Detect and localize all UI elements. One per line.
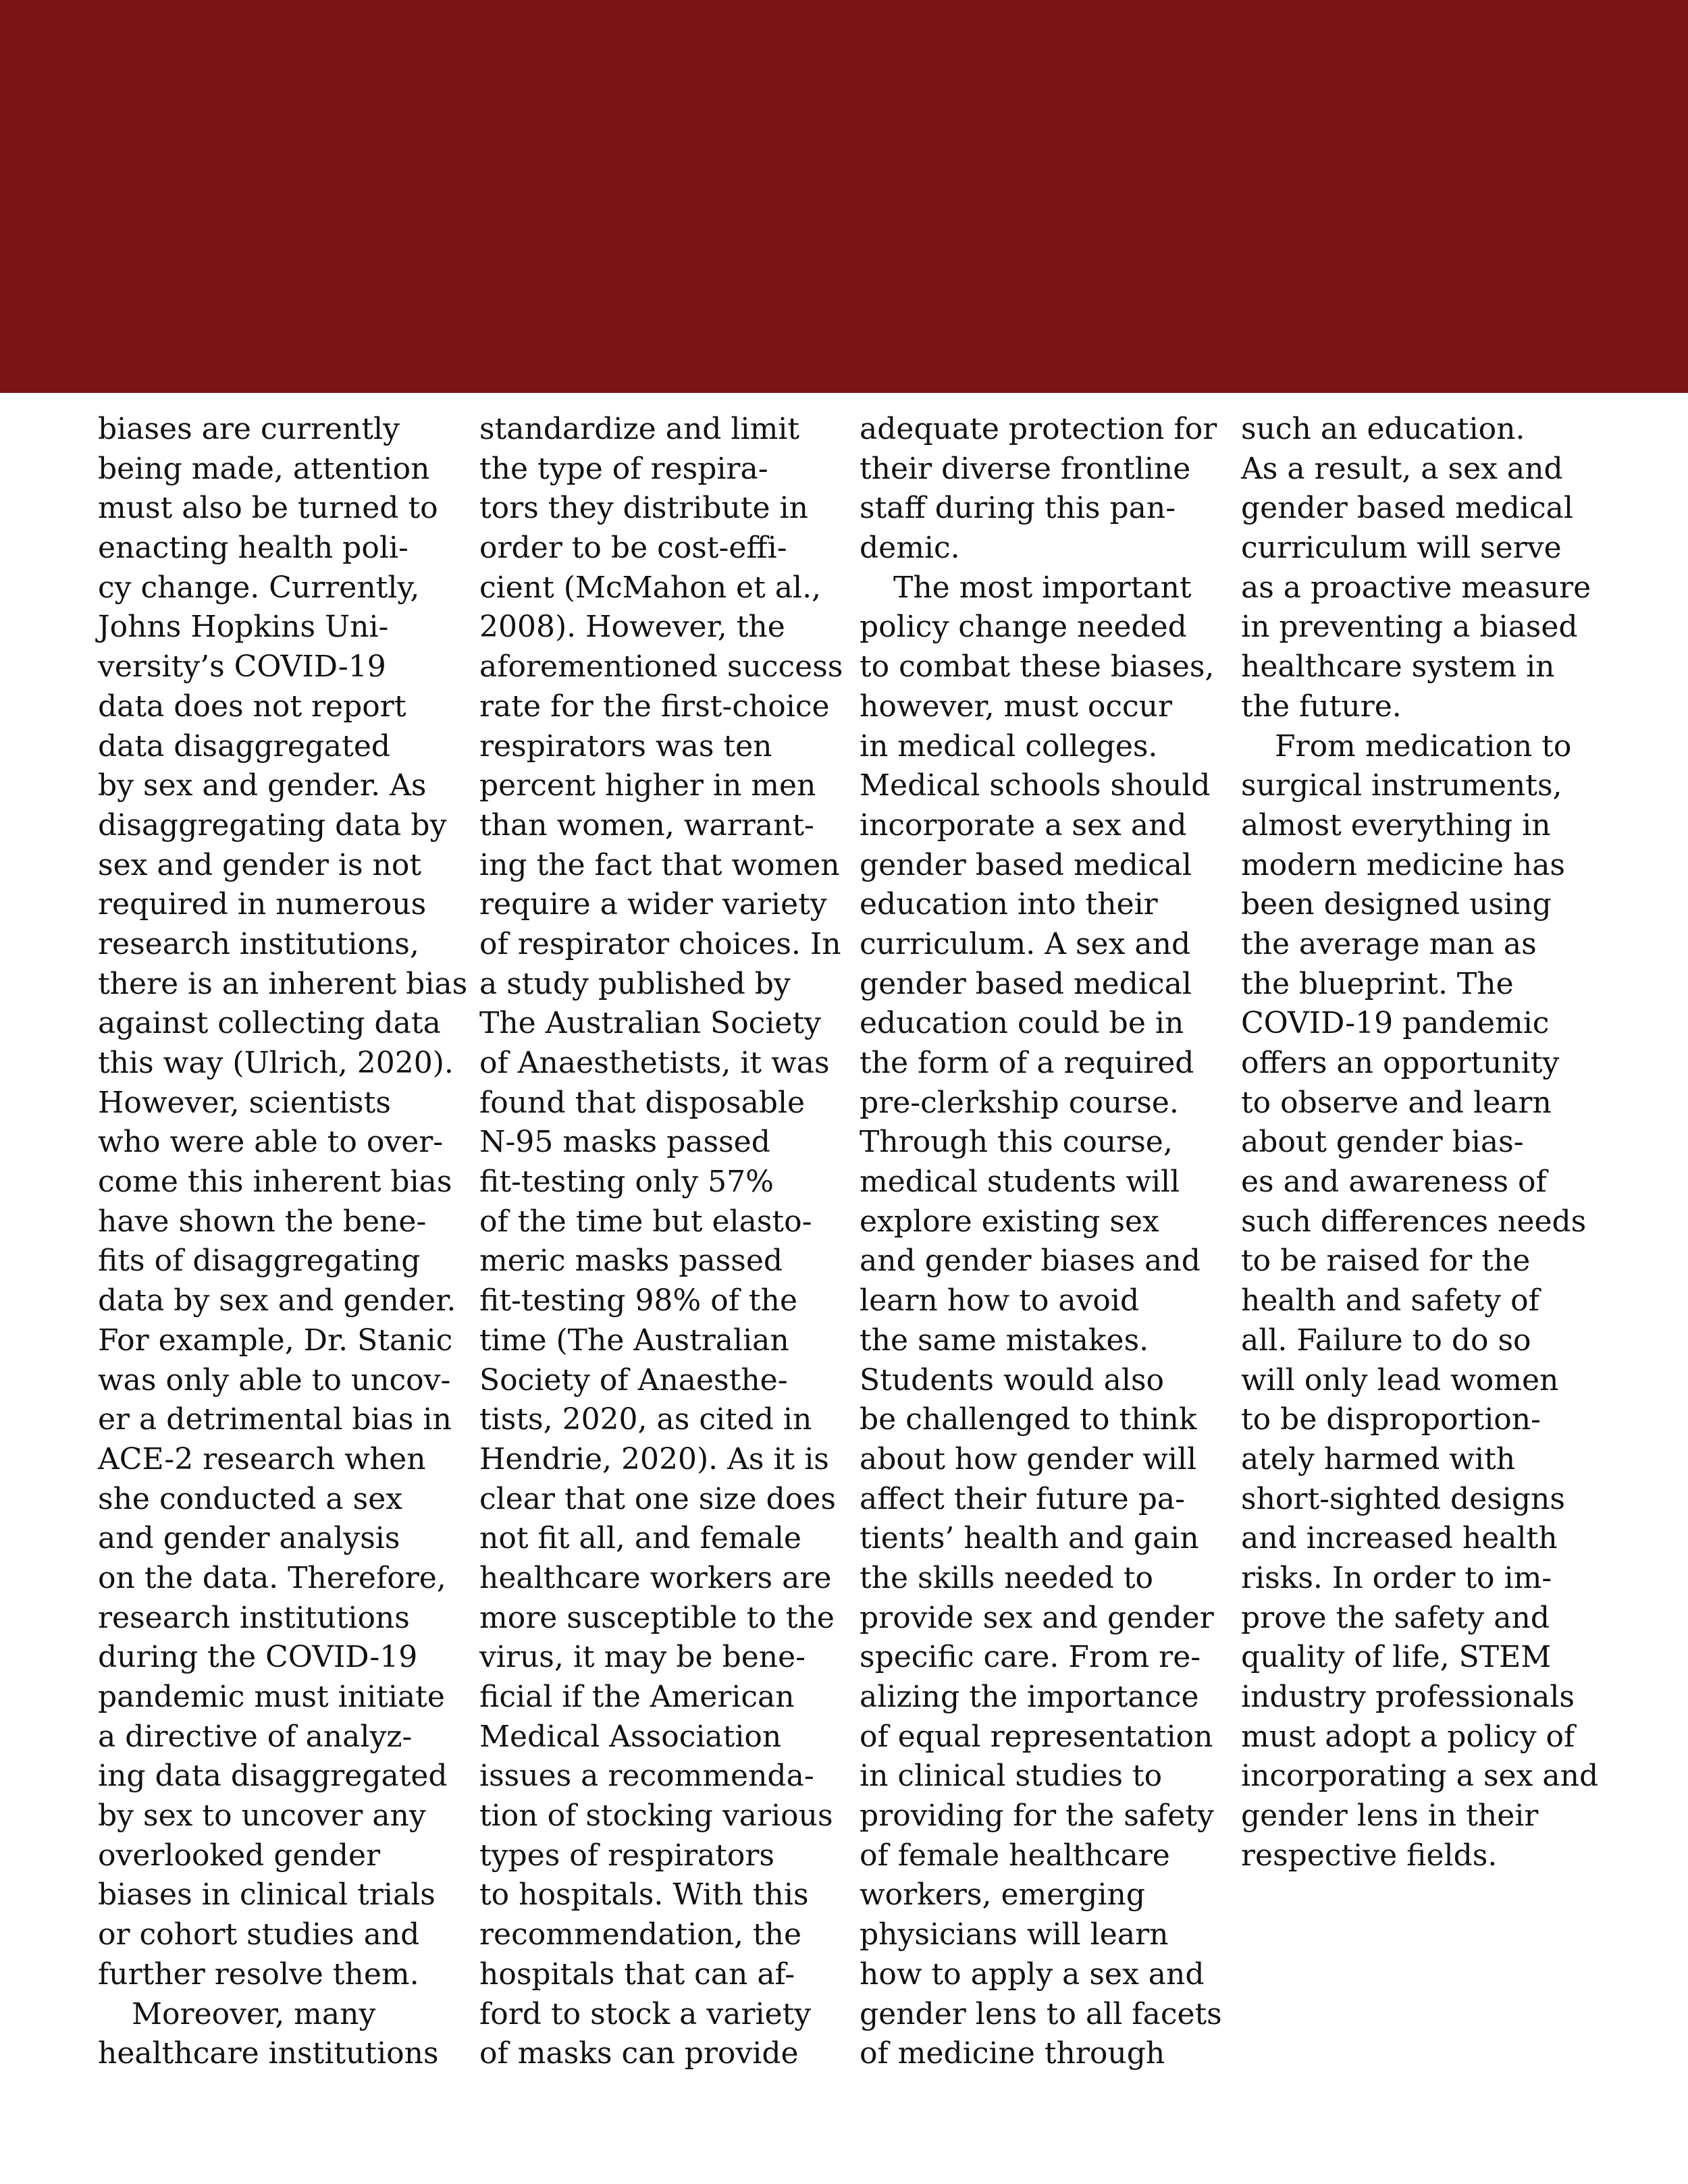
text-line: during the COVID-19 [98, 1640, 418, 1675]
text-line: er a detrimental bias in [98, 1402, 452, 1437]
text-line: pre-clerkship course. [860, 1085, 1179, 1120]
text-column-2 [479, 410, 843, 2074]
text-line: she conducted a sex [98, 1481, 403, 1516]
text-line: almost everything in [1241, 807, 1551, 843]
text-line: health and safety of [1241, 1283, 1539, 1319]
text-line: learn how to avoid [860, 1283, 1140, 1319]
text-line: From medication to [1275, 728, 1572, 764]
text-line: types of respirators [479, 1838, 775, 1873]
text-line: es and awareness of [1241, 1165, 1547, 1200]
text-line: to combat these biases, [860, 649, 1215, 685]
text-line: must adopt a policy of [1241, 1719, 1575, 1754]
text-line: and gender analysis [98, 1521, 400, 1556]
text-line: of Anaesthetists, it was [479, 1046, 830, 1080]
text-line: quality of life, STEM [1241, 1640, 1552, 1675]
text-line: COVID-19 pandemic [1241, 1006, 1550, 1041]
text-line: gender based medical [1241, 491, 1573, 526]
text-line: recommendation, the [479, 1917, 802, 1952]
text-line: percent higher in men [479, 768, 816, 803]
text-line: industry professionals [1241, 1680, 1575, 1714]
text-line: healthcare workers are [479, 1560, 832, 1595]
text-line: on the data. Therefore, [98, 1560, 446, 1595]
text-line: Hendrie, 2020). As it is [479, 1441, 829, 1476]
text-line: tients’ health and gain [860, 1521, 1199, 1556]
text-line: as a proactive measure [1241, 570, 1591, 605]
header-banner [0, 0, 1688, 393]
text-line: all. Failure to do so [1241, 1323, 1531, 1358]
text-line: ford to stock a variety [479, 1996, 812, 2031]
text-line: data does not report [98, 689, 406, 724]
text-line: their diverse frontline [860, 451, 1191, 486]
text-line: was only able to uncov- [98, 1362, 451, 1397]
text-line: the skills needed to [860, 1560, 1154, 1595]
text-line: how to apply a sex and [860, 1956, 1205, 1992]
text-line: gender lens in their [1241, 1799, 1539, 1834]
text-line: to observe and learn [1241, 1085, 1552, 1120]
text-line: have shown the bene- [98, 1204, 427, 1239]
text-line: such differences needs [1241, 1204, 1587, 1239]
text-line: than women, warrant- [479, 807, 814, 843]
text-column-3 [860, 410, 1222, 2074]
text-line: modern medicine has [1241, 847, 1566, 882]
text-line: further resolve them. [98, 1956, 419, 1992]
text-line: this way (Ulrich, 2020). [98, 1046, 454, 1080]
text-line: However, scientists [98, 1085, 391, 1120]
text-line: demic. [860, 531, 960, 566]
text-line: policy change needed [860, 610, 1187, 645]
text-column-1 [98, 410, 467, 2074]
text-line: alizing the importance [860, 1680, 1199, 1714]
text-line: order to be cost-effi- [479, 531, 787, 566]
text-line: pandemic must initiate [98, 1680, 445, 1714]
text-line: data disaggregated [98, 728, 391, 764]
text-line: respirators was ten [479, 728, 772, 764]
text-line: issues a recommenda- [479, 1759, 814, 1794]
text-line: gender lens to all facets [860, 1996, 1222, 2031]
text-line: to be raised for the [1241, 1244, 1531, 1279]
text-line: who were able to over- [98, 1125, 444, 1160]
text-line: healthcare institutions [98, 2036, 439, 2071]
text-line: As a result, a sex and [1241, 451, 1563, 486]
text-line: fits of disaggregating [98, 1244, 421, 1279]
text-line: prove the safety and [1241, 1600, 1550, 1635]
text-line: there is an inherent bias [98, 966, 468, 1001]
text-line: curriculum. A sex and [860, 926, 1191, 961]
text-line: cy change. Currently, [98, 570, 420, 605]
text-line: research institutions, [98, 926, 419, 961]
text-line: ficial if the American [479, 1680, 795, 1714]
text-line: require a wider variety [479, 887, 827, 922]
text-line: not fit all, and female [479, 1521, 801, 1556]
text-line: workers, emerging [860, 1877, 1146, 1913]
text-line: gender based medical [860, 847, 1192, 882]
text-line: gender based medical [860, 966, 1192, 1001]
text-line: been designed using [1241, 887, 1552, 922]
text-line: enacting health poli- [98, 531, 408, 566]
text-line: meric masks passed [479, 1244, 783, 1279]
text-line: provide sex and gender [860, 1600, 1214, 1635]
text-line: however, must occur [860, 689, 1173, 724]
text-line: of female healthcare [860, 1838, 1170, 1873]
text-line: research institutions [98, 1600, 410, 1635]
text-line: curriculum will serve [1241, 531, 1562, 566]
text-line: the same mistakes. [860, 1323, 1149, 1358]
text-line: Johns Hopkins Uni- [98, 610, 389, 645]
text-line: physicians will learn [860, 1917, 1169, 1952]
text-line: data by sex and gender. [98, 1283, 456, 1319]
text-line: medical students will [860, 1165, 1180, 1200]
text-line: specific care. From re- [860, 1640, 1201, 1675]
text-line: biases are currently [98, 412, 400, 446]
text-line: disaggregating data by [98, 807, 447, 843]
text-line: respective fields. [1241, 1838, 1498, 1873]
text-line: tors they distribute in [479, 491, 808, 526]
text-line: will only lead women [1241, 1362, 1559, 1397]
text-line: incorporate a sex and [860, 807, 1187, 843]
text-line: For example, Dr. Stanic [98, 1323, 453, 1358]
text-line: found that disposable [479, 1085, 806, 1120]
text-line: of equal representation [860, 1719, 1213, 1754]
text-line: ACE-2 research when [98, 1441, 426, 1476]
text-line: or cohort studies and [98, 1917, 420, 1952]
text-line: be challenged to think [860, 1402, 1197, 1437]
text-line: sex and gender is not [98, 847, 422, 882]
text-line: versity’s COVID-19 [98, 649, 386, 685]
text-line: Society of Anaesthe- [479, 1362, 788, 1397]
text-line: education could be in [860, 1006, 1184, 1041]
text-line: The Australian Society [479, 1006, 821, 1041]
text-line: in medical colleges. [860, 728, 1158, 764]
text-line: the type of respira- [479, 451, 768, 486]
text-line: time (The Australian [479, 1323, 789, 1358]
text-line: in clinical studies to [860, 1759, 1163, 1794]
text-line: rate for the first-choice [479, 689, 830, 724]
text-line: ing data disaggregated [98, 1759, 448, 1794]
text-line: come this inherent bias [98, 1165, 452, 1200]
text-line: and increased health [1241, 1521, 1558, 1556]
text-line: offers an opportunity [1241, 1046, 1560, 1080]
text-line: the future. [1241, 689, 1402, 724]
text-line: a study published by [479, 966, 791, 1001]
text-line: clear that one size does [479, 1481, 836, 1516]
text-line: education into their [860, 887, 1158, 922]
text-line: 2008). However, the [479, 610, 785, 645]
text-line: affect their future pa- [860, 1481, 1185, 1516]
text-line: healthcare system in [1241, 649, 1555, 685]
text-line: short-sighted designs [1241, 1481, 1565, 1516]
text-line: Medical schools should [860, 768, 1211, 803]
text-line: of medicine through [860, 2036, 1165, 2071]
text-line: Medical Association [479, 1719, 782, 1754]
text-line: of masks can provide [479, 2036, 799, 2071]
text-line: the form of a required [860, 1046, 1194, 1080]
text-line: surgical instruments, [1241, 768, 1562, 803]
text-line: being made, attention [98, 451, 430, 486]
text-line: to hospitals. With this [479, 1877, 809, 1913]
text-line: about gender bias- [1241, 1125, 1524, 1160]
text-line: Moreover, many [132, 1996, 376, 2031]
text-line: standardize and limit [479, 412, 800, 446]
text-line: Students would also [860, 1362, 1165, 1397]
text-line: The most important [893, 570, 1192, 605]
text-line: ing the fact that women [479, 847, 840, 882]
text-line: aforementioned success [479, 649, 843, 685]
text-line: explore existing sex [860, 1204, 1159, 1239]
text-line: to be disproportion- [1241, 1402, 1541, 1437]
text-line: by sex to uncover any [98, 1799, 426, 1834]
text-line: against collecting data [98, 1006, 441, 1041]
text-line: tion of stocking various [479, 1799, 833, 1834]
text-line: of the time but elasto- [479, 1204, 812, 1239]
text-line: of respirator choices. In [479, 926, 841, 961]
text-line: risks. In order to im- [1241, 1560, 1552, 1595]
text-line: cient (McMahon et al., [479, 570, 822, 605]
text-line: the blueprint. The [1241, 966, 1514, 1001]
text-line: N-95 masks passed [479, 1125, 770, 1160]
text-line: about how gender will [860, 1441, 1197, 1476]
text-line: in preventing a biased [1241, 610, 1578, 645]
text-column-4 [1241, 410, 1598, 1875]
text-line: tists, 2020, as cited in [479, 1402, 812, 1437]
text-line: hospitals that can af- [479, 1956, 795, 1992]
text-line: fit-testing only 57% [479, 1165, 774, 1200]
text-line: such an education. [1241, 412, 1525, 446]
text-line: Through this course, [860, 1125, 1173, 1160]
text-line: required in numerous [98, 887, 427, 922]
text-line: incorporating a sex and [1241, 1759, 1599, 1794]
text-line: the average man as [1241, 926, 1537, 961]
text-line: staff during this pan- [860, 491, 1176, 526]
text-line: overlooked gender [98, 1838, 381, 1873]
text-line: virus, it may be bene- [479, 1640, 806, 1675]
text-line: more susceptible to the [479, 1600, 835, 1635]
text-line: must also be turned to [98, 491, 438, 526]
text-line: by sex and gender. As [98, 768, 427, 803]
text-line: adequate protection for [860, 412, 1217, 446]
text-line: providing for the safety [860, 1799, 1214, 1834]
text-line: a directive of analyz- [98, 1719, 413, 1754]
text-line: and gender biases and [860, 1244, 1201, 1279]
text-line: fit-testing 98% of the [479, 1283, 798, 1319]
text-line: biases in clinical trials [98, 1877, 436, 1913]
text-line: ately harmed with [1241, 1441, 1516, 1476]
